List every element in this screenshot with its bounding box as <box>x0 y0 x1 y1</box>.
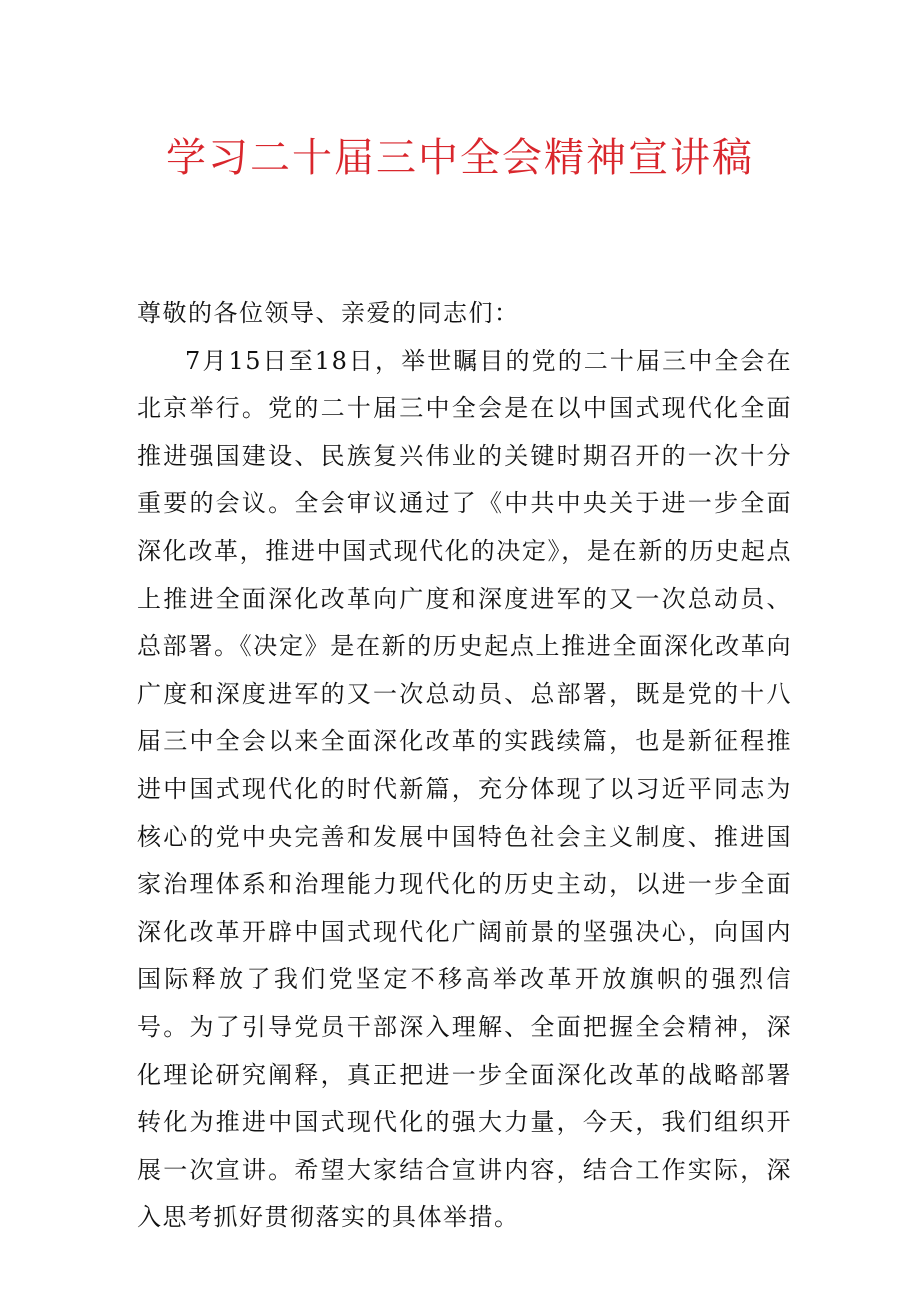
body-paragraph: 7月15日至18日，举世瞩目的党的二十届三中全会在北京举行。党的二十届三中全会是在以中国式现代化全面推进强国建设、民族复兴伟业的关键时期召开的一次十分重要的会议。全会审议通过了《中共中央关于进一步全面深化改革，推进中国式现代化的决定》，是在新的历史起点上推进全面深化改革向广度和深度进军的又一次总动员、总部署。《决定》是在新的历史起点上推进全面深化改革向广度和深度进军的又一次总动员、总部署，既是党的十八届三中全会以来全面深化改革的实践续篇，也是新征程推进中国式现代化的时代新篇，充分体现了以习近平同志为核心的党中央完善和发展中国特色社会主义制度、推进国家治理体系和治理能力现代化的历史主动，以进一步全面深化改革开辟中国式现代化广阔前景的坚强决心，向国内国际释放了我们党坚定不移高举改革开放旗帜的强烈信号。为了引导党员干部深入理解、全面把握全会精神，深化理论研究阐释，真正把进一步全面深化改革的战略部署转化为推进中国式现代化的强大力量，今天，我们组织开展一次宣讲。希望大家结合宣讲内容，结合工作实际，深入思考抓好贯彻落实的具体举措。 <box>137 346 792 1232</box>
document-title: 学习二十届三中全会精神宣讲稿 <box>166 135 754 181</box>
salutation: 尊敬的各位领导、亲爱的同志们： <box>137 299 520 327</box>
document-body <box>137 290 792 1242</box>
